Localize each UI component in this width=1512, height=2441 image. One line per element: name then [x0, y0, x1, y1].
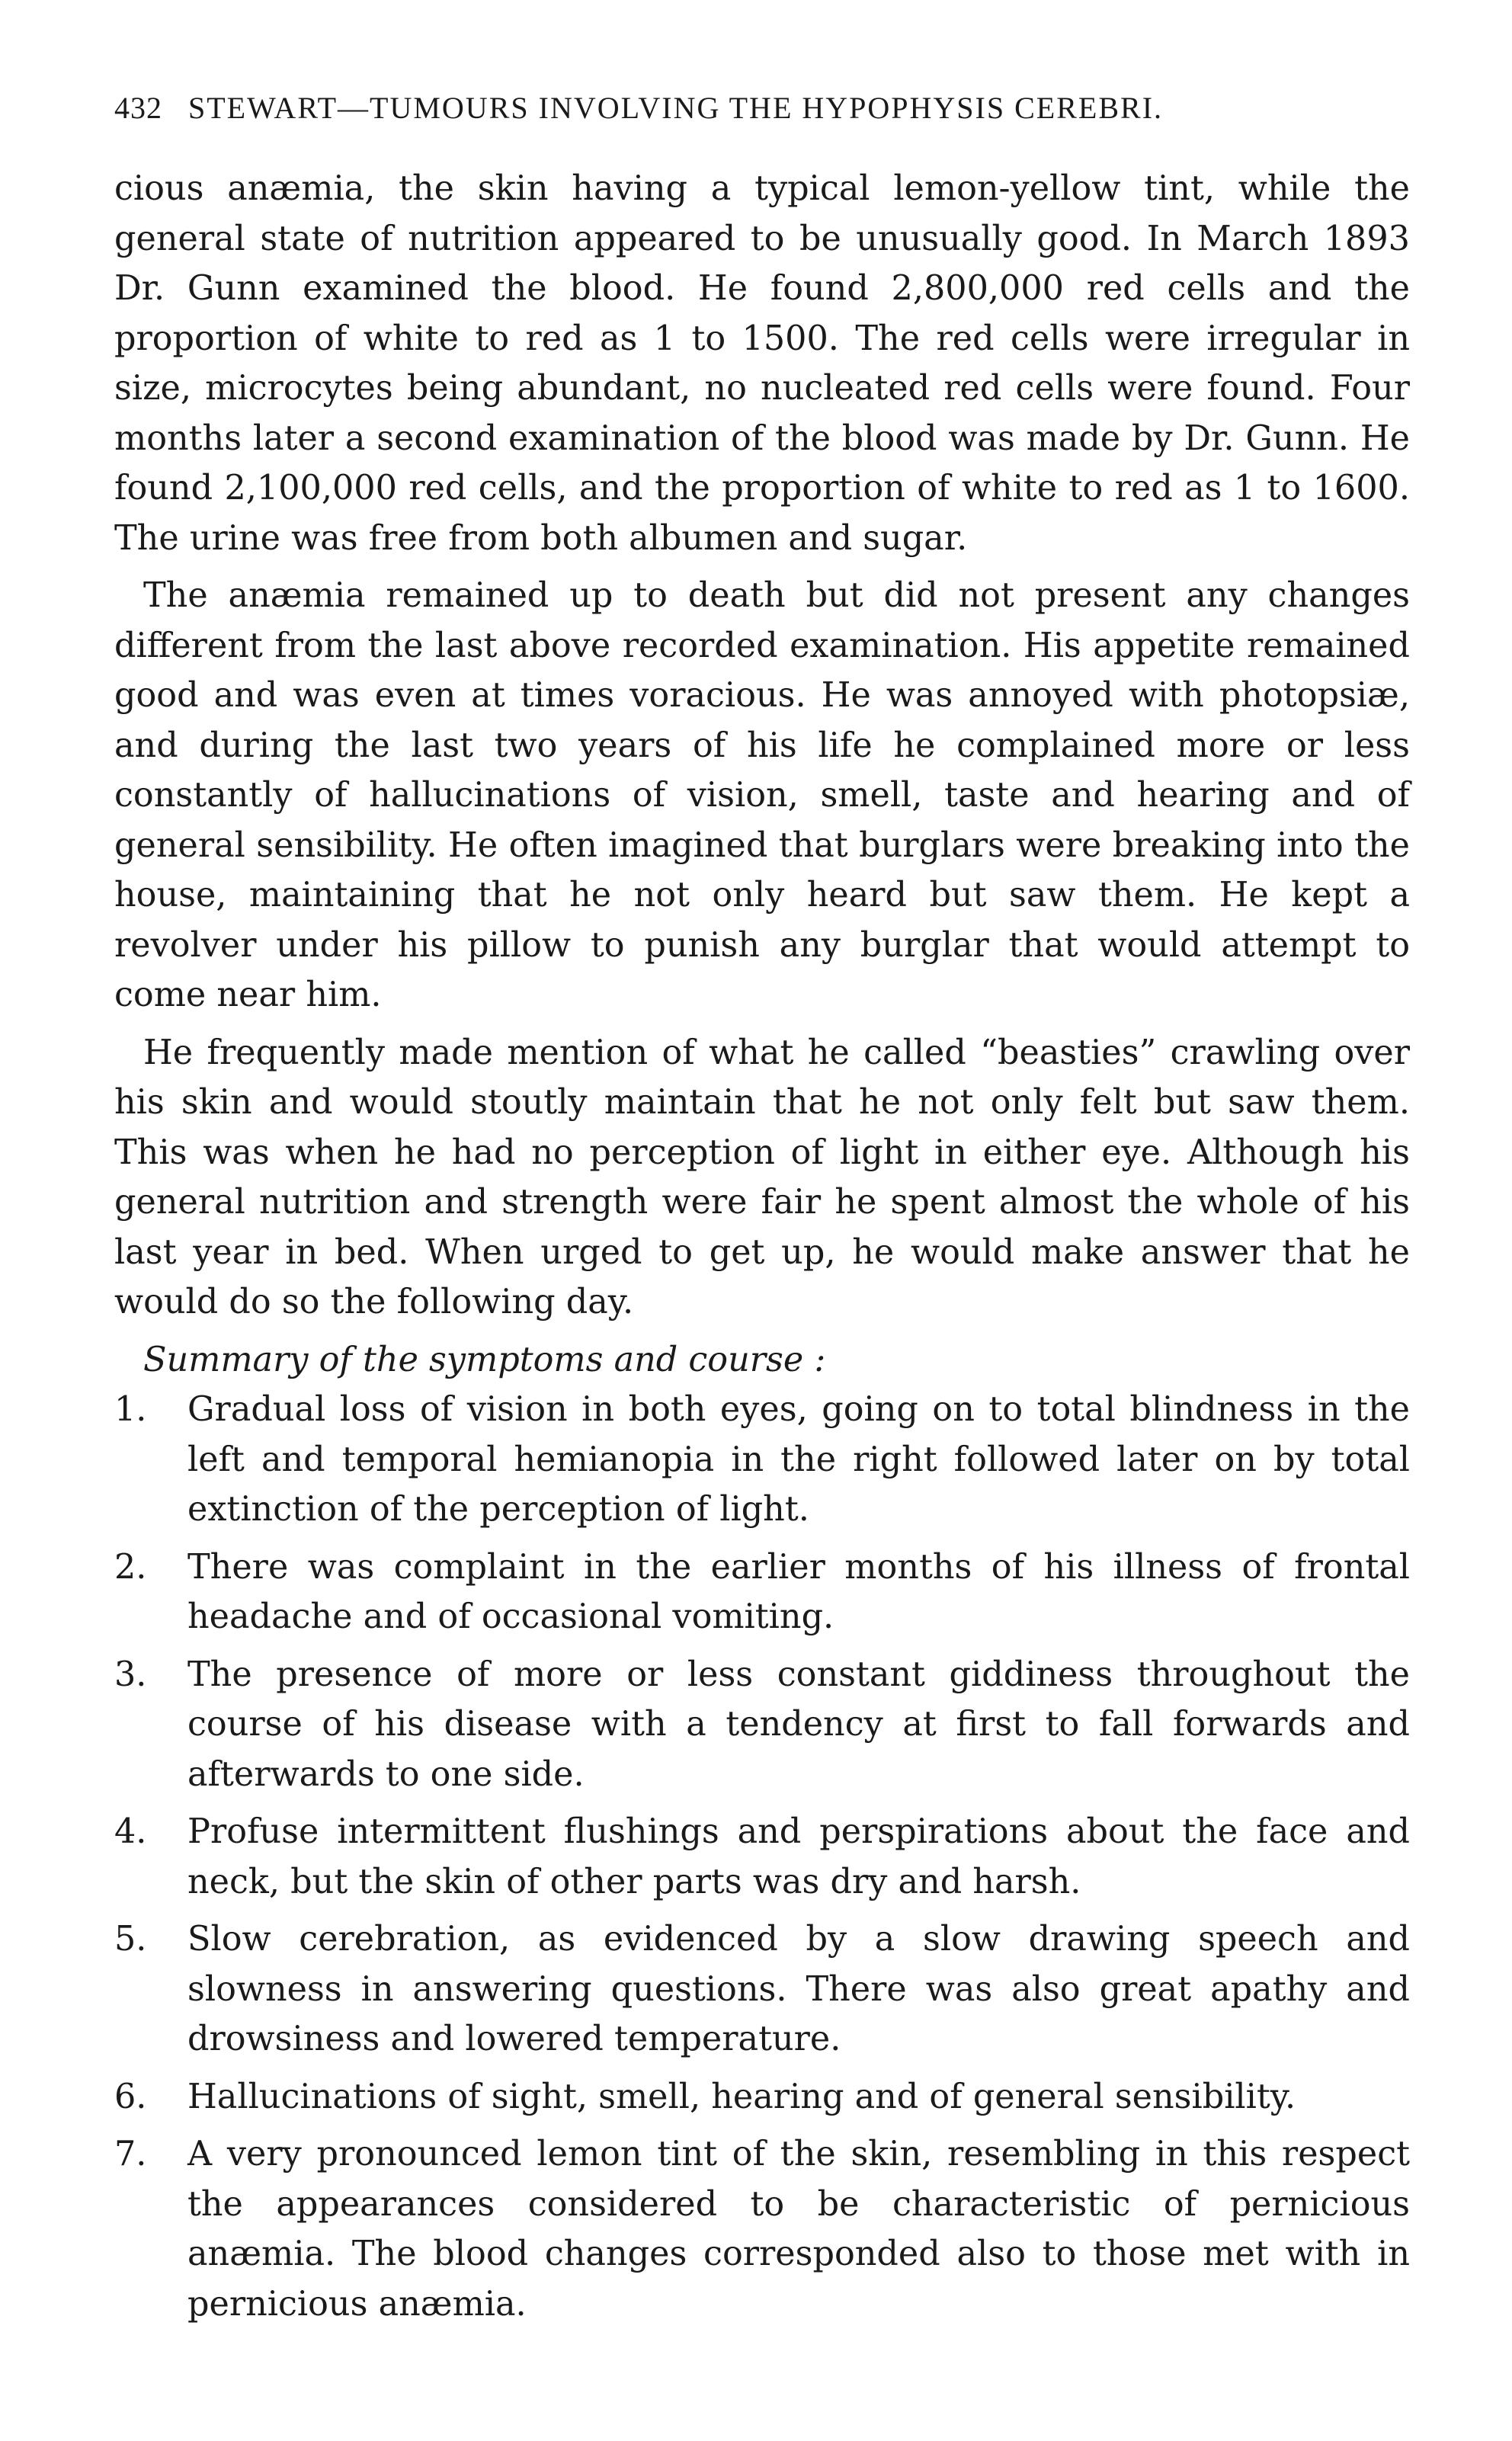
paragraph-3: He frequently made mention of what he called “beasties” crawling over his skin and would stoutly maintain that he not only felt but saw them. This was when he had no perception of light in either eye. Although his general nutrition and strength were fair he spent almost the whole of his last year in bed. When urged to get up, he would make answer that he would do so the following day.	[114, 1033, 1410, 1321]
list-item-text: Profuse intermittent flushings and perspirations about the face and neck, but the skin of other parts was dry and harsh.	[187, 1812, 1410, 1901]
list-item-number: 1.	[114, 1390, 147, 1429]
list-item-text: There was complaint in the earlier months of his illness of frontal headache and of occasional vomiting.	[187, 1547, 1410, 1636]
list-item-text: Slow cerebration, as evidenced by a slow drawing speech and slowness in answering questions. There was also great apathy and drowsiness and lowered temperature.	[187, 1920, 1410, 2058]
list-item	[114, 2129, 1410, 2329]
list-item	[114, 1914, 1410, 2065]
list-item-number: 5.	[114, 1920, 147, 1959]
summary-list	[114, 1385, 1410, 2329]
running-head	[114, 90, 1410, 126]
list-item-text: Gradual loss of vision in both eyes, going on to total blindness in the left and temporal hemianopia in the right followed later on by total extinction of the perception of light.	[187, 1390, 1410, 1529]
paragraph-2: The anæmia remained up to death but did not present any changes different from the last above recorded examination. His appetite remained good and was even at times voracious. He was annoyed with photopsiæ, and during the last two years of his life he complained more or less constantly of hallucinations of vision, smell, taste and hearing and of general sensibility. He often imagined that burglars were breaking into the house, maintaining that he not only heard but saw them. He kept a revolver under his pillow to punish any burglar that would attempt to come near him.	[114, 576, 1410, 1014]
list-item-number: 3.	[114, 1655, 147, 1694]
list-item-number: 6.	[114, 2077, 147, 2116]
list-item-number: 2.	[114, 1547, 147, 1587]
list-item	[114, 1385, 1410, 1535]
paragraph-1: cious anæmia, the skin having a typical lemon-yellow tint, while the general state of nutrition appeared to be unusually good. In March 1893 Dr. Gunn examined the blood. He found 2,800,000 red cells and the proportion of white to red as 1 to 1500. The red cells were irregular in size, microcytes being abundant, no nucleated red cells were found. Four months later a second examination of the blood was made by Dr. Gunn. He found 2,100,000 red cells, and the proportion of white to red as 1 to 1600. The urine was free from both albumen and sugar.	[114, 169, 1410, 558]
list-item	[114, 1807, 1410, 1907]
running-head-title: STEWART—TUMOURS INVOLVING THE HYPOPHYSIS CEREBRI.	[188, 91, 1164, 125]
page-number: 432	[114, 91, 162, 125]
list-item-text: A very pronounced lemon tint of the skin, resembling in this respect the appearances considered to be characteristic of pernicious anæmia. The blood changes corresponded also to those met with in pernicious anæmia.	[187, 2135, 1410, 2324]
list-item-text: The presence of more or less constant giddiness throughout the course of his disease with a tendency at first to fall forwards and afterwards to one side.	[187, 1655, 1410, 1794]
summary-heading: Summary of the symptoms and course :	[143, 1340, 826, 1379]
list-item	[114, 1650, 1410, 1800]
list-item-number: 7.	[114, 2135, 147, 2174]
list-item-number: 4.	[114, 1812, 147, 1851]
list-item-text: Hallucinations of sight, smell, hearing and of general sensibility.	[187, 2077, 1296, 2116]
list-item	[114, 2072, 1410, 2122]
page	[114, 90, 1410, 2337]
list-item	[114, 1542, 1410, 1642]
